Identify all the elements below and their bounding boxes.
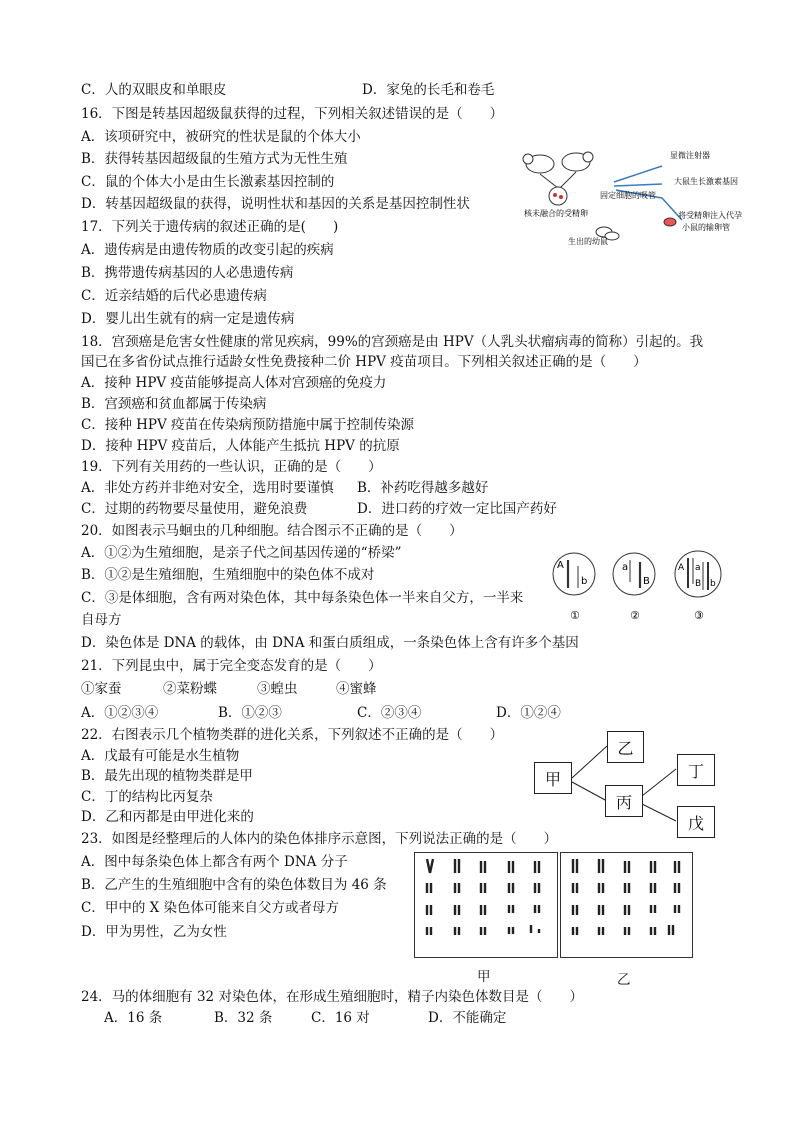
q20-option-b: B．①②是生殖细胞，生殖细胞中的染色体不成对 — [81, 567, 375, 583]
label-born: 生出的幼鼠 — [568, 237, 608, 246]
q15-option-c: C．人的双眼皮和单眼皮 — [81, 82, 227, 98]
gene-label: B — [695, 579, 702, 589]
q21-option-c: C．②③④ — [357, 705, 422, 721]
fertilized-egg-icon — [549, 187, 567, 205]
q21-stem: 21．下列昆虫中，属于完全变态发育的是（ ） — [81, 658, 382, 674]
q18-option-c: C．接种 HPV 疫苗在传染病预防措施中属于控制传染源 — [81, 417, 415, 433]
q24-option-a: A．16 条 — [104, 1010, 163, 1026]
label-pipette: 固定细胞的吸管 — [600, 191, 656, 200]
q21-option-b: B．①②③ — [218, 705, 282, 721]
q20-option-d: D．染色体是 DNA 的载体，由 DNA 和蛋白质组成，一条染色体上含有许多个基因 — [81, 635, 579, 651]
gene-label: a — [695, 563, 701, 573]
q22-option-b: B．最先出现的植物类群是甲 — [81, 768, 253, 784]
q16-option-b: B．获得转基因超级鼠的生殖方式为无性生殖 — [81, 151, 348, 167]
q21-item-3: ③蝗虫 — [257, 681, 298, 697]
cell-label: ① — [570, 609, 580, 622]
label-gene: 大鼠生长激素基因 — [674, 177, 738, 186]
label-transfer2: 小鼠的输卵管 — [682, 223, 730, 232]
q21-option-a: A．①②③④ — [81, 705, 159, 721]
q24-option-d: D．不能确定 — [428, 1010, 507, 1026]
q21-item-2: ②菜粉蝶 — [163, 681, 217, 697]
cell-3 — [675, 551, 721, 597]
node-ding: 丁 — [677, 754, 715, 786]
q23-stem: 23．如图是经整理后的人体内的染色体排序示意图，下列说法正确的是（ ） — [81, 831, 558, 847]
q20-option-c-cont: 自母方 — [81, 612, 122, 628]
karyotype-yi-chromosomes — [561, 853, 692, 957]
q16-option-a: A．该项研究中，被研究的性状是鼠的个体大小 — [81, 129, 361, 145]
label-egg: 核未融合的受精卵 — [524, 209, 588, 218]
q20-stem: 20．如图表示马蛔虫的几种细胞。结合图示不正确的是（ ） — [81, 523, 463, 539]
q22-option-d: D．乙和丙都是由甲进化来的 — [81, 809, 254, 825]
gene-label: A — [557, 560, 564, 571]
gene-label: A — [678, 563, 685, 573]
q23-option-c: C．甲中的 X 染色体可能来自父方或者母方 — [81, 900, 340, 916]
gene-label: B — [643, 576, 650, 587]
node-bing: 丙 — [605, 785, 643, 817]
cell-2 — [613, 553, 655, 595]
q18-option-d: D．接种 HPV 疫苗后，人体能产生抵抗 HPV 的抗原 — [81, 438, 400, 454]
uterus-icon — [664, 218, 676, 226]
q23-option-b: B．乙产生的生殖细胞中含有的染色体数目为 46 条 — [81, 877, 387, 893]
karyotype-jia-chromosomes — [415, 853, 557, 957]
q21-item-1: ①家蚕 — [81, 681, 122, 697]
gene-label: a — [622, 562, 629, 573]
karyotype-jia — [414, 852, 558, 958]
q18-stem-line2: 国已在多省份试点推行适龄女性免费接种二价 HPV 疫苗项目。下列相关叙述正确的是（ ） — [81, 354, 647, 370]
q15-option-d: D．家兔的长毛和卷毛 — [362, 82, 495, 98]
q23-option-d: D．甲为男性，乙为女性 — [81, 924, 227, 940]
mouse-icon — [523, 152, 593, 173]
q20-option-a: A．①②为生殖细胞，是亲子代之间基因传递的“桥梁” — [81, 545, 402, 561]
q17-option-d: D．婴儿出生就有的病一定是遗传病 — [81, 311, 295, 327]
cell-label: ② — [630, 609, 640, 622]
label-injector: 显微注射器 — [670, 151, 710, 160]
q22-stem: 22．右图表示几个植物类群的进化关系，下列叙述不正确的是（ ） — [81, 727, 504, 743]
node-jia: 甲 — [534, 762, 572, 794]
caption-yi: 乙 — [617, 972, 631, 988]
q19-stem: 19．下列有关用药的一些认识，正确的是（ ） — [81, 459, 382, 475]
q19-option-b: B．补药吃得越多越好 — [357, 480, 489, 496]
node-wu: 戊 — [677, 806, 715, 838]
q19-option-c: C．过期的药物要尽量使用，避免浪费 — [81, 501, 308, 517]
q22-option-a: A．戊最有可能是水生植物 — [81, 748, 240, 764]
q16-option-d: D．转基因超级鼠的获得，说明性状和基因的关系是基因控制性状 — [81, 196, 470, 212]
q18-stem-line1: 18．宫颈癌是危害女性健康的常见疾病，99%的宫颈癌是由 HPV（人乳头状瘤病毒的简称）引起的。我 — [81, 334, 704, 350]
q22-option-c: C．丁的结构比丙复杂 — [81, 789, 213, 805]
q20-option-c: C．③是体细胞，含有两对染色体，其中每条染色体一半来自父方，一半来 — [81, 590, 524, 606]
q17-option-b: B．携带遗传病基因的人必患遗传病 — [81, 265, 294, 281]
gene-label: b — [710, 579, 716, 589]
node-yi: 乙 — [607, 731, 644, 763]
q19-option-a: A．非处方药并非绝对安全，选用时要谨慎 — [81, 480, 334, 496]
q24-stem: 24．马的体细胞有 32 对染色体，在形成生殖细胞时，精子内染色体数目是（ ） — [81, 989, 583, 1005]
q18-option-b: B．宫颈癌和贫血都属于传染病 — [81, 396, 267, 412]
transgenic-mouse-figure — [512, 140, 752, 252]
cells-figure — [552, 548, 724, 624]
karyotype-yi — [560, 852, 693, 958]
caption-jia: 甲 — [477, 969, 491, 985]
q17-option-a: A．遗传病是由遗传物质的改变引起的疾病 — [81, 242, 334, 258]
label-transfer: 将受精卵注入代孕 — [678, 211, 742, 220]
q17-option-c: C．近亲结婚的后代必患遗传病 — [81, 288, 267, 304]
gene-label: b — [581, 576, 588, 587]
q24-option-c: C．16 对 — [311, 1010, 370, 1026]
q21-item-4: ④蜜蜂 — [336, 681, 377, 697]
q18-option-a: A．接种 HPV 疫苗能够提高人体对宫颈癌的免疫力 — [81, 375, 387, 391]
q17-stem: 17．下列关于遗传病的叙述正确的是( ) — [81, 219, 339, 235]
cell-label: ③ — [694, 609, 704, 622]
q21-option-d: D．①②④ — [496, 705, 561, 721]
q24-option-b: B．32 条 — [214, 1010, 273, 1026]
q23-option-a: A．图中每条染色体上都含有两个 DNA 分子 — [81, 854, 348, 870]
q19-option-d: D．进口药的疗效一定比国产药好 — [357, 501, 557, 517]
q16-option-c: C．鼠的个体大小是由生长激素基因控制的 — [81, 174, 335, 190]
q16-stem: 16．下图是转基因超级鼠获得的过程，下列相关叙述错误的是（ ） — [81, 106, 504, 122]
